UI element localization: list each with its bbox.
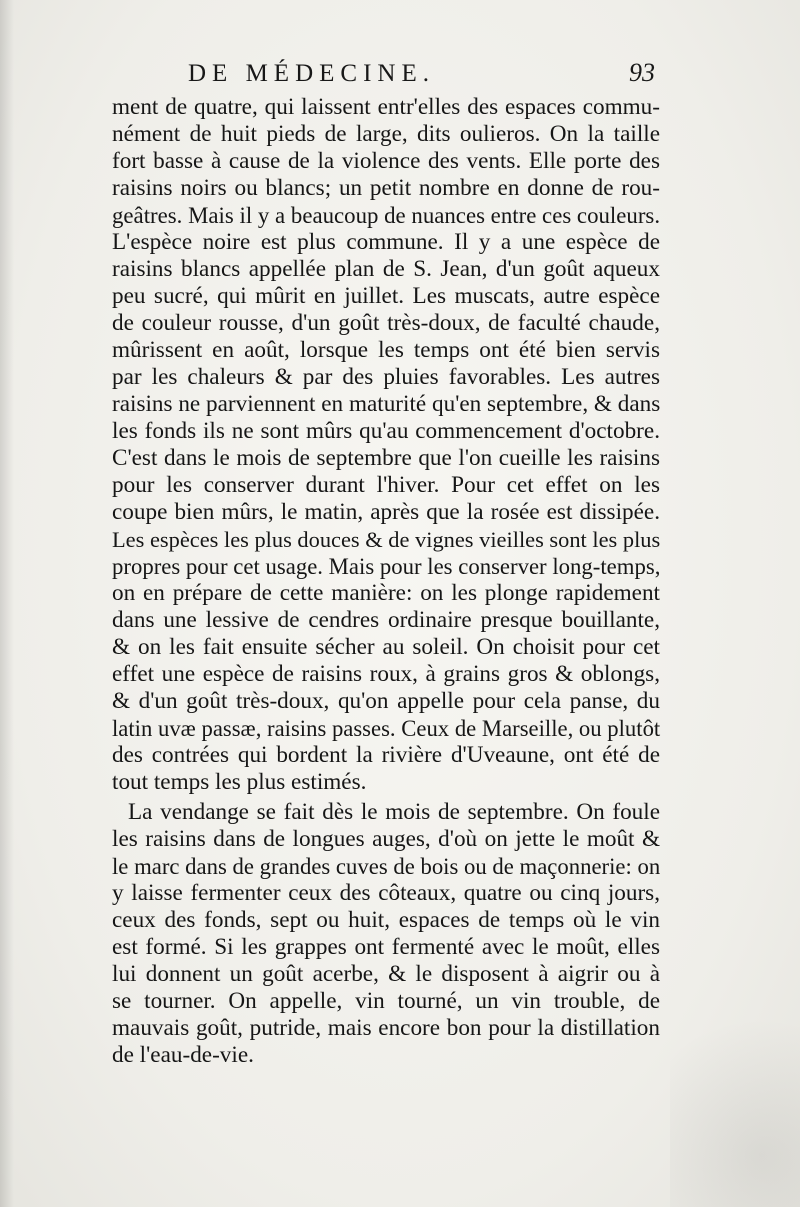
text-line: y laisse fermenter ceux des côteaux, quatre ou cinq jours, bbox=[112, 880, 660, 906]
text-line: raisins noirs ou blancs; un petit nombre en donne de rou- bbox=[112, 175, 660, 201]
text-line: C'est dans le mois de septembre que l'on cueille les raisins bbox=[112, 445, 660, 471]
text-line: le marc dans de grandes cuves de bois ou de maçonnerie: on bbox=[112, 854, 661, 879]
text-line: Les espèces les plus douces & de vignes vieilles sont les plus bbox=[112, 527, 661, 552]
text-line: ment de quatre, qui laissent entr'elles des espaces commu- bbox=[112, 94, 660, 120]
text-line: effet une espèce de raisins roux, à grains gros & oblongs, bbox=[112, 661, 660, 687]
text-line: est formé. Si les grappes ont fermenté avec le moût, elles bbox=[112, 934, 660, 960]
text-line: mûrissent en août, lorsque les temps ont été bien servis bbox=[112, 337, 660, 363]
text-line: raisins blancs appellée plan de S. Jean, d'un goût aqueux bbox=[112, 256, 660, 282]
paragraph-2 bbox=[112, 799, 660, 1069]
gutter-shadow bbox=[0, 0, 14, 1207]
text-line: La vendange se fait dès le mois de septembre. On foule bbox=[128, 799, 660, 825]
page-number: 93 bbox=[629, 58, 655, 87]
text-line: fort basse à cause de la violence des vents. Elle porte des bbox=[112, 148, 660, 174]
text-line: nément de huit pieds de large, dits oulieros. On la taille bbox=[112, 121, 660, 147]
text-line: L'espèce noire est plus commune. Il y a une espèce de bbox=[112, 229, 660, 255]
paragraph-1 bbox=[112, 94, 660, 796]
text-line: coupe bien mûrs, le matin, après que la rosée est dissipée. bbox=[112, 499, 660, 525]
text-line: & on les fait ensuite sécher au soleil. On choisit pour cet bbox=[112, 634, 660, 660]
text-line: par les chaleurs & par des pluies favorables. Les autres bbox=[112, 364, 660, 390]
page-header bbox=[140, 56, 655, 92]
text-line: propres pour cet usage. Mais pour les conserver long-temps, bbox=[112, 554, 661, 579]
text-line: tout temps les plus estimés. bbox=[112, 769, 367, 795]
text-line: se tourner. On appelle, vin tourné, un vin trouble, de bbox=[112, 988, 660, 1014]
text-line: mauvais goût, putride, mais encore bon pour la distillation bbox=[112, 1015, 660, 1041]
text-line: dans une lessive de cendres ordinaire presque bouillante, bbox=[112, 607, 660, 633]
text-line: geâtres. Mais il y a beaucoup de nuances entre ces couleurs. bbox=[112, 203, 661, 228]
text-line: pour les conserver durant l'hiver. Pour cet effet on les bbox=[112, 472, 660, 498]
body-text bbox=[112, 94, 660, 1069]
text-line: de couleur rousse, d'un goût très-doux, de faculté chaude, bbox=[112, 310, 660, 336]
text-line: de l'eau-de-vie. bbox=[112, 1042, 254, 1068]
text-line: des contrées qui bordent la rivière d'Uveaune, ont été de bbox=[112, 742, 660, 768]
text-line: raisins ne parviennent en maturité qu'en septembre, & dans bbox=[112, 391, 661, 417]
text-line: lui donnent un goût acerbe, & le disposent à aigrir ou à bbox=[112, 961, 660, 987]
text-line: peu sucré, qui mûrit en juillet. Les muscats, autre espèce bbox=[112, 283, 660, 309]
text-line: ceux des fonds, sept ou huit, espaces de temps où le vin bbox=[112, 907, 660, 933]
text-line: on en prépare de cette manière: on les plonge rapidement bbox=[112, 580, 660, 606]
text-line: latin uvæ passæ, raisins passes. Ceux de Marseille, ou plutôt bbox=[112, 716, 661, 741]
text-line: les raisins dans de longues auges, d'où on jette le moût & bbox=[112, 826, 660, 852]
text-line: & d'un goût très-doux, qu'on appelle pour cela panse, du bbox=[112, 688, 660, 714]
paper-stain bbox=[670, 947, 800, 1207]
running-head: DE MÉDECINE. bbox=[188, 60, 435, 87]
text-line: les fonds ils ne sont mûrs qu'au commencement d'octobre. bbox=[112, 418, 660, 444]
